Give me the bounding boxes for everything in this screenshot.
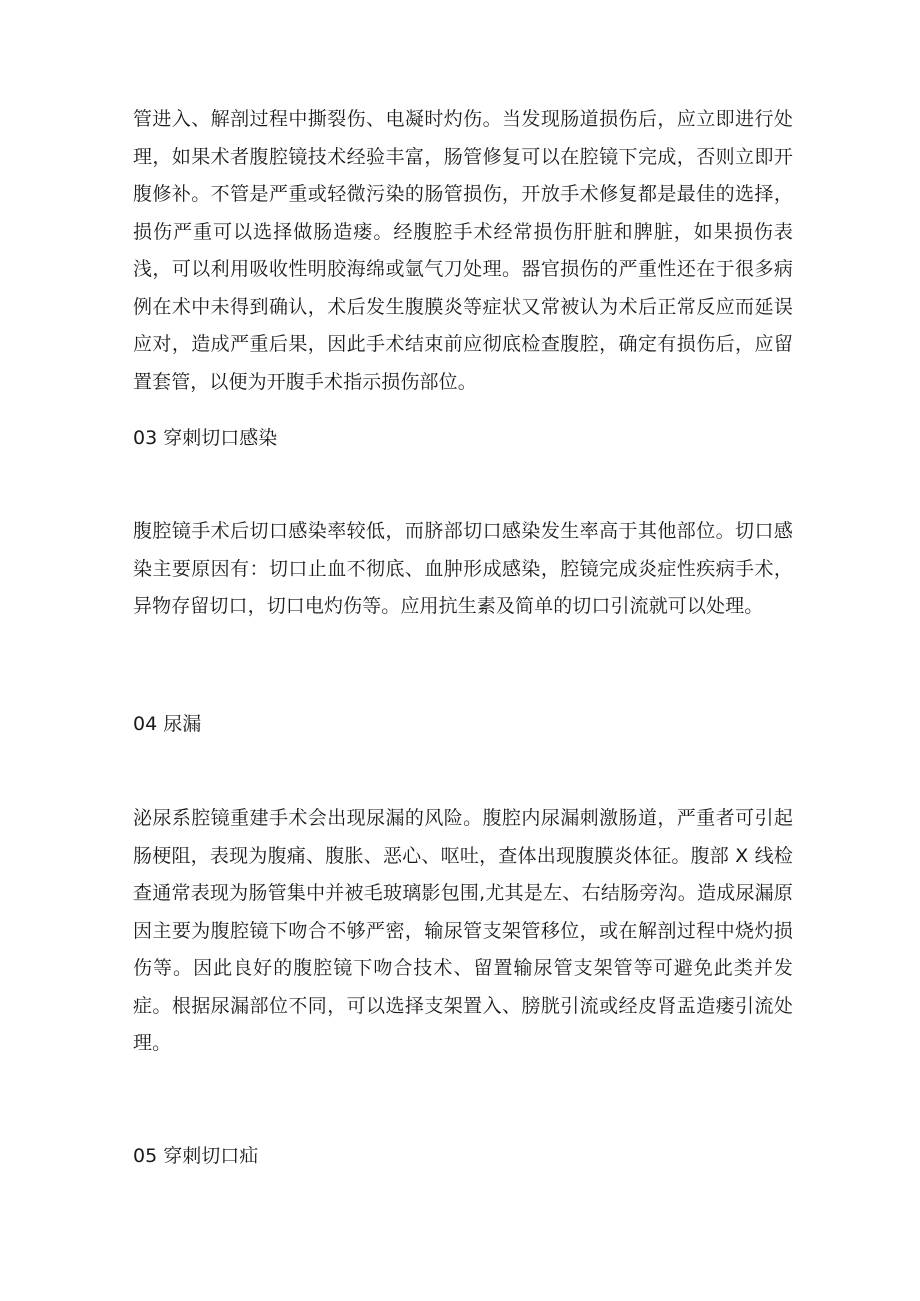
paragraph-urine-leak: 泌尿系腔镜重建手术会出现尿漏的风险。腹腔内尿漏刺激肠道，严重者可引起肠梗阻，表现为腹痛、腹胀、恶心、呕吐，查体出现腹膜炎体征。腹部 X 线检查通常表现为肠管集中并被毛玻璃影包围,尤其是左、右结肠旁沟。造成尿漏原因主要为腹腔镜下吻合不够严密，输尿管支架管移位，或在解剖过程中烧灼损伤等。因此良好的腹腔镜下吻合技术、留置输尿管支架管等可避免此类并发症。根据尿漏部位不同，可以选择支架置入、膀胱引流或经皮肾盂造瘘引流处理。 (133, 807, 793, 1054)
section-heading-03: 03 穿刺切口感染 (133, 427, 278, 449)
paragraph-organ-injury: 管进入、解剖过程中撕裂伤、电凝时灼伤。当发现肠道损伤后，应立即进行处理，如果术者腹腔镜技术经验丰富，肠管修复可以在腔镜下完成，否则立即开腹修补。不管是严重或轻微污染的肠管损伤，开放手术修复都是最佳的选择，损伤严重可以选择做肠造瘘。经腹腔手术经常损伤肝脏和脾脏，如果损伤表浅，可以利用吸收性明胶海绵或氩气刀处理。器官损伤的严重性还在于很多病例在术中未得到确认，术后发生腹膜炎等症状又常被认为术后正常反应而延误应对，造成严重后果，因此手术结束前应彻底检查腹腔，确定有损伤后，应留置套管，以便为开腹手术指示损伤部位。 (133, 108, 793, 393)
section-heading-04: 04 尿漏 (133, 713, 202, 735)
paragraph-incision-infection: 腹腔镜手术后切口感染率较低，而脐部切口感染发生率高于其他部位。切口感染主要原因有：切口止血不彻底、血肿形成感染，腔镜完成炎症性疾病手术，异物存留切口，切口电灼伤等。应用抗生素及简单的切口引流就可以处理。 (133, 520, 793, 617)
section-heading-05: 05 穿刺切口疝 (133, 1145, 259, 1167)
